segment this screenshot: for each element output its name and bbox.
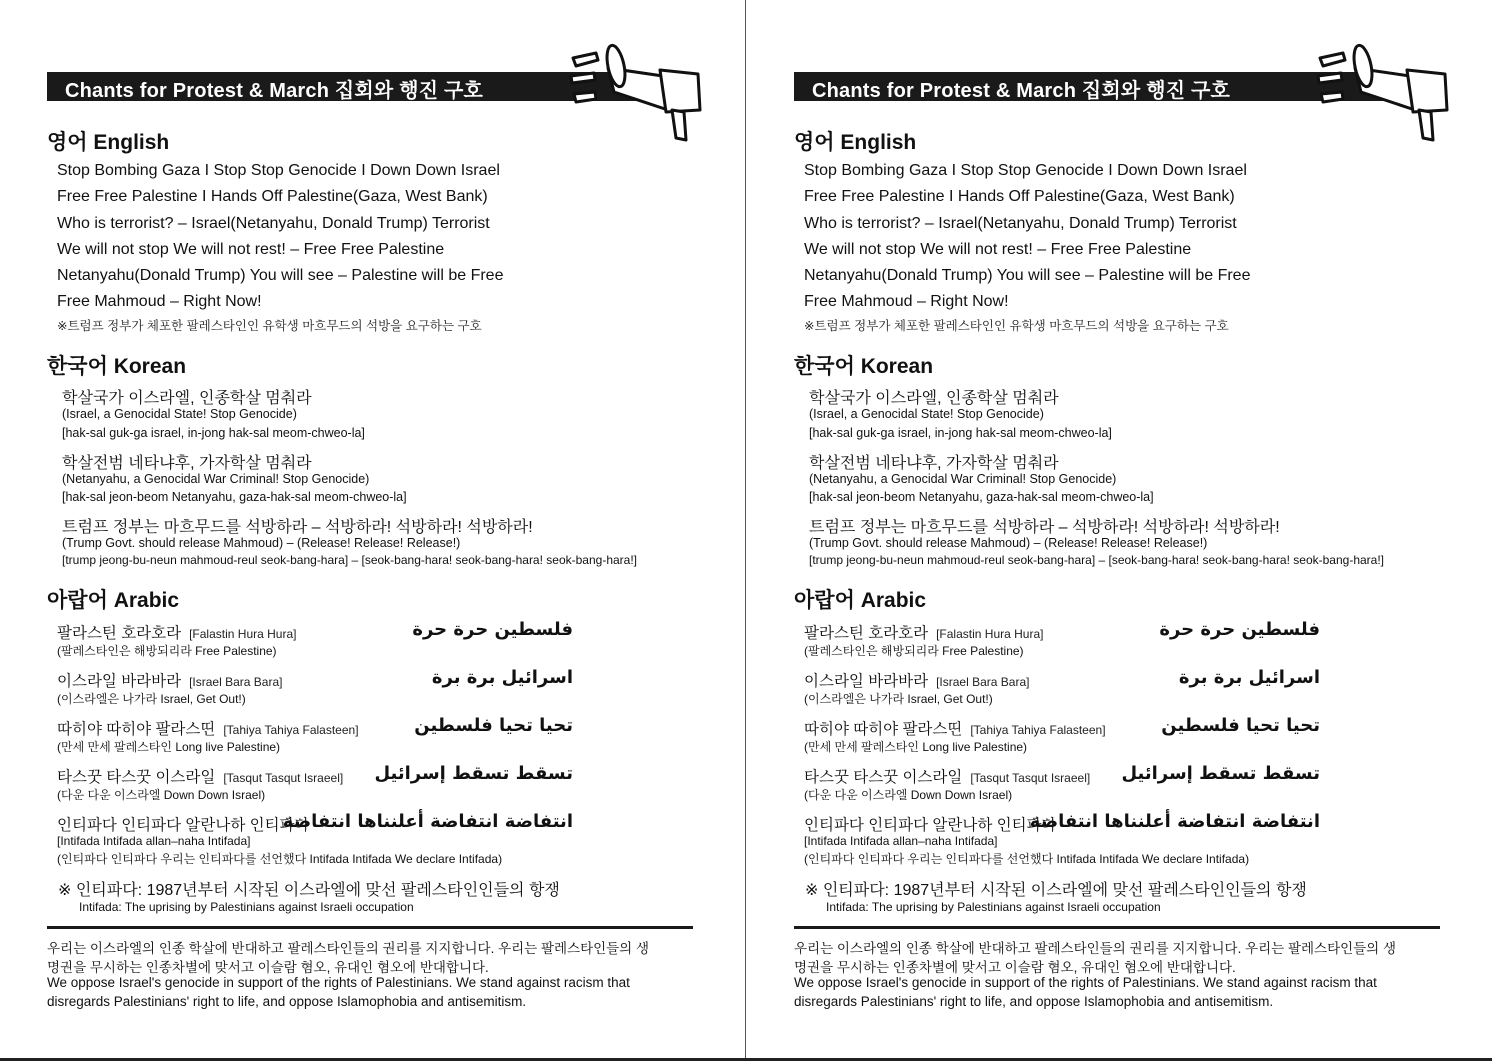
- flyer-page-left: [0, 0, 745, 1061]
- footer-line-1: 우리는 이스라엘의 인종 학살에 반대하고 팔레스타인들의 권리를 지지합니다. 우리는 팔레스타인들의 생: [47, 941, 650, 956]
- english-chant-1: Stop Bombing Gaza I Stop Stop Genocide I Down Down Israel: [804, 162, 1247, 179]
- korean-chant-1-romanization: [hak-sal guk-ga israel, in-jong hak-sal meom-chweo-la]: [62, 426, 365, 440]
- korean-chant-1: 학살국가 이스라엘, 인종학살 멈춰라: [809, 390, 1059, 407]
- arabic-chant-5-korean: 인티파다 인티파다 알란나하 인티파다: [804, 817, 1057, 834]
- arabic-chant-2-romanization: [Israel Bara Bara]: [189, 675, 283, 689]
- english-heading: 영어 English: [47, 131, 170, 154]
- flyer-page-right: [747, 0, 1492, 1061]
- arabic-chant-1: [804, 621, 1043, 643]
- arabic-chant-3-romanization: [Tahiya Tahiya Falasteen]: [970, 723, 1106, 737]
- english-note: ※트럼프 정부가 체포한 팔레스타인인 유학생 마흐무드의 석방을 요구하는 구호: [57, 319, 482, 333]
- arabic-chant-5: [804, 813, 1057, 835]
- arabic-chant-3-script: تحيا تحيا فلسطين: [414, 715, 573, 736]
- arabic-chant-4-korean: 타스꿋 타스꿋 이스라일: [57, 769, 216, 786]
- arabic-chant-5: [57, 813, 310, 835]
- intifada-reference-en: Intifada: The uprising by Palestinians against Israeli occupation: [79, 900, 414, 914]
- korean-chant-2-romanization: [hak-sal jeon-beom Netanyahu, gaza-hak-sal meom-chweo-la]: [62, 490, 407, 504]
- arabic-chant-5-sub-1: [Intifada Intifada allan–naha Intifada]: [804, 834, 998, 848]
- title-banner: [47, 72, 647, 101]
- arabic-chant-2-script: اسرائيل برة برة: [431, 667, 573, 688]
- english-chant-2: Free Free Palestine I Hands Off Palestine(Gaza, West Bank): [57, 188, 488, 205]
- megaphone-icon: [1315, 40, 1455, 144]
- banner-title: Chants for Protest & March 집회와 행진 구호: [65, 80, 484, 102]
- english-chant-6: Free Mahmoud – Right Now!: [804, 293, 1009, 310]
- arabic-chant-2: [57, 669, 282, 691]
- footer-line-3: We oppose Israel's genocide in support of the rights of Palestinians. We stand against racism that: [47, 975, 630, 990]
- arabic-chant-1-script: فلسطين حرة حرة: [412, 619, 573, 640]
- arabic-chant-5-sub-2: (인티파다 인티파다 우리는 인티파다를 선언했다 Intifada Intifada We declare Intifada): [804, 852, 1250, 866]
- korean-chant-1-romanization: [hak-sal guk-ga israel, in-jong hak-sal meom-chweo-la]: [809, 426, 1112, 440]
- arabic-chant-5-korean: 인티파다 인티파다 알란나하 인티파다: [57, 817, 310, 834]
- intifada-reference-en: Intifada: The uprising by Palestinians against Israeli occupation: [826, 900, 1161, 914]
- footer-line-1: 우리는 이스라엘의 인종 학살에 반대하고 팔레스타인들의 권리를 지지합니다. 우리는 팔레스타인들의 생: [794, 941, 1397, 956]
- korean-chant-2: 학살전범 네타냐후, 가자학살 멈춰라: [62, 455, 312, 472]
- english-chant-5: Netanyahu(Donald Trump) You will see – Palestine will be Free: [57, 267, 504, 284]
- korean-chant-3: 트럼프 정부는 마흐무드를 석방하라 – 석방하라! 석방하라! 석방하라!: [62, 519, 533, 536]
- arabic-chant-4-romanization: [Tasqut Tasqut Israeel]: [223, 771, 344, 785]
- korean-chant-2-romanization: [hak-sal jeon-beom Netanyahu, gaza-hak-sal meom-chweo-la]: [809, 490, 1154, 504]
- korean-chant-3: 트럼프 정부는 마흐무드를 석방하라 – 석방하라! 석방하라! 석방하라!: [809, 519, 1280, 536]
- english-chant-2: Free Free Palestine I Hands Off Palestine(Gaza, West Bank): [804, 188, 1235, 205]
- title-banner: [794, 72, 1394, 101]
- arabic-chant-2-korean: 이스라일 바라바라: [804, 673, 929, 690]
- arabic-chant-5-sub-1: [Intifada Intifada allan–naha Intifada]: [57, 834, 251, 848]
- intifada-reference: ※ 인티파다: 1987년부터 시작된 이스라엘에 맞선 팔레스타인인들의 항쟁: [58, 882, 560, 899]
- arabic-chant-2-sub: (이스라엘은 나가라 Israel, Get Out!): [804, 692, 993, 706]
- arabic-chant-4-sub: (다운 다운 이스라엘 Down Down Israel): [804, 788, 1013, 802]
- korean-chant-3-translation: (Trump Govt. should release Mahmoud) – (Release! Release! Release!): [62, 536, 461, 550]
- arabic-chant-1-sub: (팔레스타인은 해방되리라 Free Palestine): [804, 644, 1024, 658]
- megaphone-icon: [568, 40, 708, 144]
- arabic-chant-4-script: تسقط تسقط إسرائيل: [1121, 763, 1320, 784]
- footer-rule: [47, 926, 693, 929]
- arabic-chant-1-romanization: [Falastin Hura Hura]: [936, 627, 1044, 641]
- arabic-chant-2-script: اسرائيل برة برة: [1178, 667, 1320, 688]
- english-chant-4: We will not stop We will not rest! – Free Free Palestine: [804, 241, 1192, 258]
- korean-chant-1-translation: (Israel, a Genocidal State! Stop Genocide): [809, 407, 1044, 421]
- english-heading: 영어 English: [794, 131, 917, 154]
- arabic-chant-4-romanization: [Tasqut Tasqut Israeel]: [970, 771, 1091, 785]
- footer-line-4: disregards Palestinians' right to life, and oppose Islamophobia and antisemitism.: [47, 994, 527, 1009]
- arabic-chant-3-romanization: [Tahiya Tahiya Falasteen]: [223, 723, 359, 737]
- arabic-chant-1-romanization: [Falastin Hura Hura]: [189, 627, 297, 641]
- korean-chant-2-translation: (Netanyahu, a Genocidal War Criminal! Stop Genocide): [62, 472, 370, 486]
- english-note: ※트럼프 정부가 체포한 팔레스타인인 유학생 마흐무드의 석방을 요구하는 구호: [804, 319, 1229, 333]
- arabic-chant-5-script: انتفاضة انتفاضة أعلنناها انتفاضة: [282, 811, 573, 832]
- english-chant-4: We will not stop We will not rest! – Free Free Palestine: [57, 241, 445, 258]
- korean-heading: 한국어 Korean: [47, 355, 187, 378]
- arabic-chant-1-sub: (팔레스타인은 해방되리라 Free Palestine): [57, 644, 277, 658]
- korean-chant-3-romanization: [trump jeong-bu-neun mahmoud-reul seok-bang-hara] – [seok-bang-hara! seok-bang-hara! seok-bang-hara!]: [809, 553, 1384, 567]
- page-divider: [745, 0, 746, 1061]
- arabic-chant-2: [804, 669, 1029, 691]
- arabic-chant-1-script: فلسطين حرة حرة: [1159, 619, 1320, 640]
- korean-chant-3-translation: (Trump Govt. should release Mahmoud) – (Release! Release! Release!): [809, 536, 1208, 550]
- arabic-chant-2-korean: 이스라일 바라바라: [57, 673, 182, 690]
- arabic-chant-3-sub: (만세 만세 팔레스타인 Long live Palestine): [804, 740, 1028, 754]
- banner-title: Chants for Protest & March 집회와 행진 구호: [812, 80, 1231, 102]
- arabic-chant-4-script: تسقط تسقط إسرائيل: [374, 763, 573, 784]
- arabic-chant-3: [57, 717, 359, 739]
- arabic-chant-1-korean: 팔라스틴 호라호라: [57, 625, 182, 642]
- english-chant-3: Who is terrorist? – Israel(Netanyahu, Donald Trump) Terrorist: [804, 215, 1237, 232]
- korean-chant-2: 학살전범 네타냐후, 가자학살 멈춰라: [809, 455, 1059, 472]
- arabic-chant-5-sub-2: (인티파다 인티파다 우리는 인티파다를 선언했다 Intifada Intifada We declare Intifada): [57, 852, 503, 866]
- english-chant-5: Netanyahu(Donald Trump) You will see – Palestine will be Free: [804, 267, 1251, 284]
- arabic-heading: 아랍어 Arabic: [794, 589, 927, 612]
- english-chant-1: Stop Bombing Gaza I Stop Stop Genocide I Down Down Israel: [57, 162, 500, 179]
- intifada-reference: ※ 인티파다: 1987년부터 시작된 이스라엘에 맞선 팔레스타인인들의 항쟁: [805, 882, 1307, 899]
- arabic-chant-5-script: انتفاضة انتفاضة أعلنناها انتفاضة: [1029, 811, 1320, 832]
- arabic-chant-4: [804, 765, 1090, 787]
- footer-line-4: disregards Palestinians' right to life, and oppose Islamophobia and antisemitism.: [794, 994, 1274, 1009]
- arabic-chant-1: [57, 621, 296, 643]
- arabic-chant-3-korean: 따히야 따히야 팔라스띤: [57, 721, 216, 738]
- arabic-heading: 아랍어 Arabic: [47, 589, 180, 612]
- arabic-chant-2-sub: (이스라엘은 나가라 Israel, Get Out!): [57, 692, 246, 706]
- arabic-chant-3-sub: (만세 만세 팔레스타인 Long live Palestine): [57, 740, 281, 754]
- arabic-chant-3-script: تحيا تحيا فلسطين: [1161, 715, 1320, 736]
- english-chant-6: Free Mahmoud – Right Now!: [57, 293, 262, 310]
- arabic-chant-4-sub: (다운 다운 이스라엘 Down Down Israel): [57, 788, 266, 802]
- footer-line-2: 명권을 무시하는 인종차별에 맞서고 이슬람 혐오, 유대인 혐오에 반대합니다.: [794, 960, 1236, 975]
- footer-rule: [794, 926, 1440, 929]
- korean-chant-2-translation: (Netanyahu, a Genocidal War Criminal! Stop Genocide): [809, 472, 1117, 486]
- korean-heading: 한국어 Korean: [794, 355, 934, 378]
- korean-chant-1-translation: (Israel, a Genocidal State! Stop Genocide): [62, 407, 297, 421]
- arabic-chant-2-romanization: [Israel Bara Bara]: [936, 675, 1030, 689]
- korean-chant-1: 학살국가 이스라엘, 인종학살 멈춰라: [62, 390, 312, 407]
- arabic-chant-3-korean: 따히야 따히야 팔라스띤: [804, 721, 963, 738]
- footer-line-2: 명권을 무시하는 인종차별에 맞서고 이슬람 혐오, 유대인 혐오에 반대합니다.: [47, 960, 489, 975]
- arabic-chant-3: [804, 717, 1106, 739]
- english-chant-3: Who is terrorist? – Israel(Netanyahu, Donald Trump) Terrorist: [57, 215, 490, 232]
- footer-line-3: We oppose Israel's genocide in support of the rights of Palestinians. We stand against racism that: [794, 975, 1377, 990]
- arabic-chant-1-korean: 팔라스틴 호라호라: [804, 625, 929, 642]
- korean-chant-3-romanization: [trump jeong-bu-neun mahmoud-reul seok-bang-hara] – [seok-bang-hara! seok-bang-hara! seok-bang-hara!]: [62, 553, 637, 567]
- arabic-chant-4: [57, 765, 343, 787]
- arabic-chant-4-korean: 타스꿋 타스꿋 이스라일: [804, 769, 963, 786]
